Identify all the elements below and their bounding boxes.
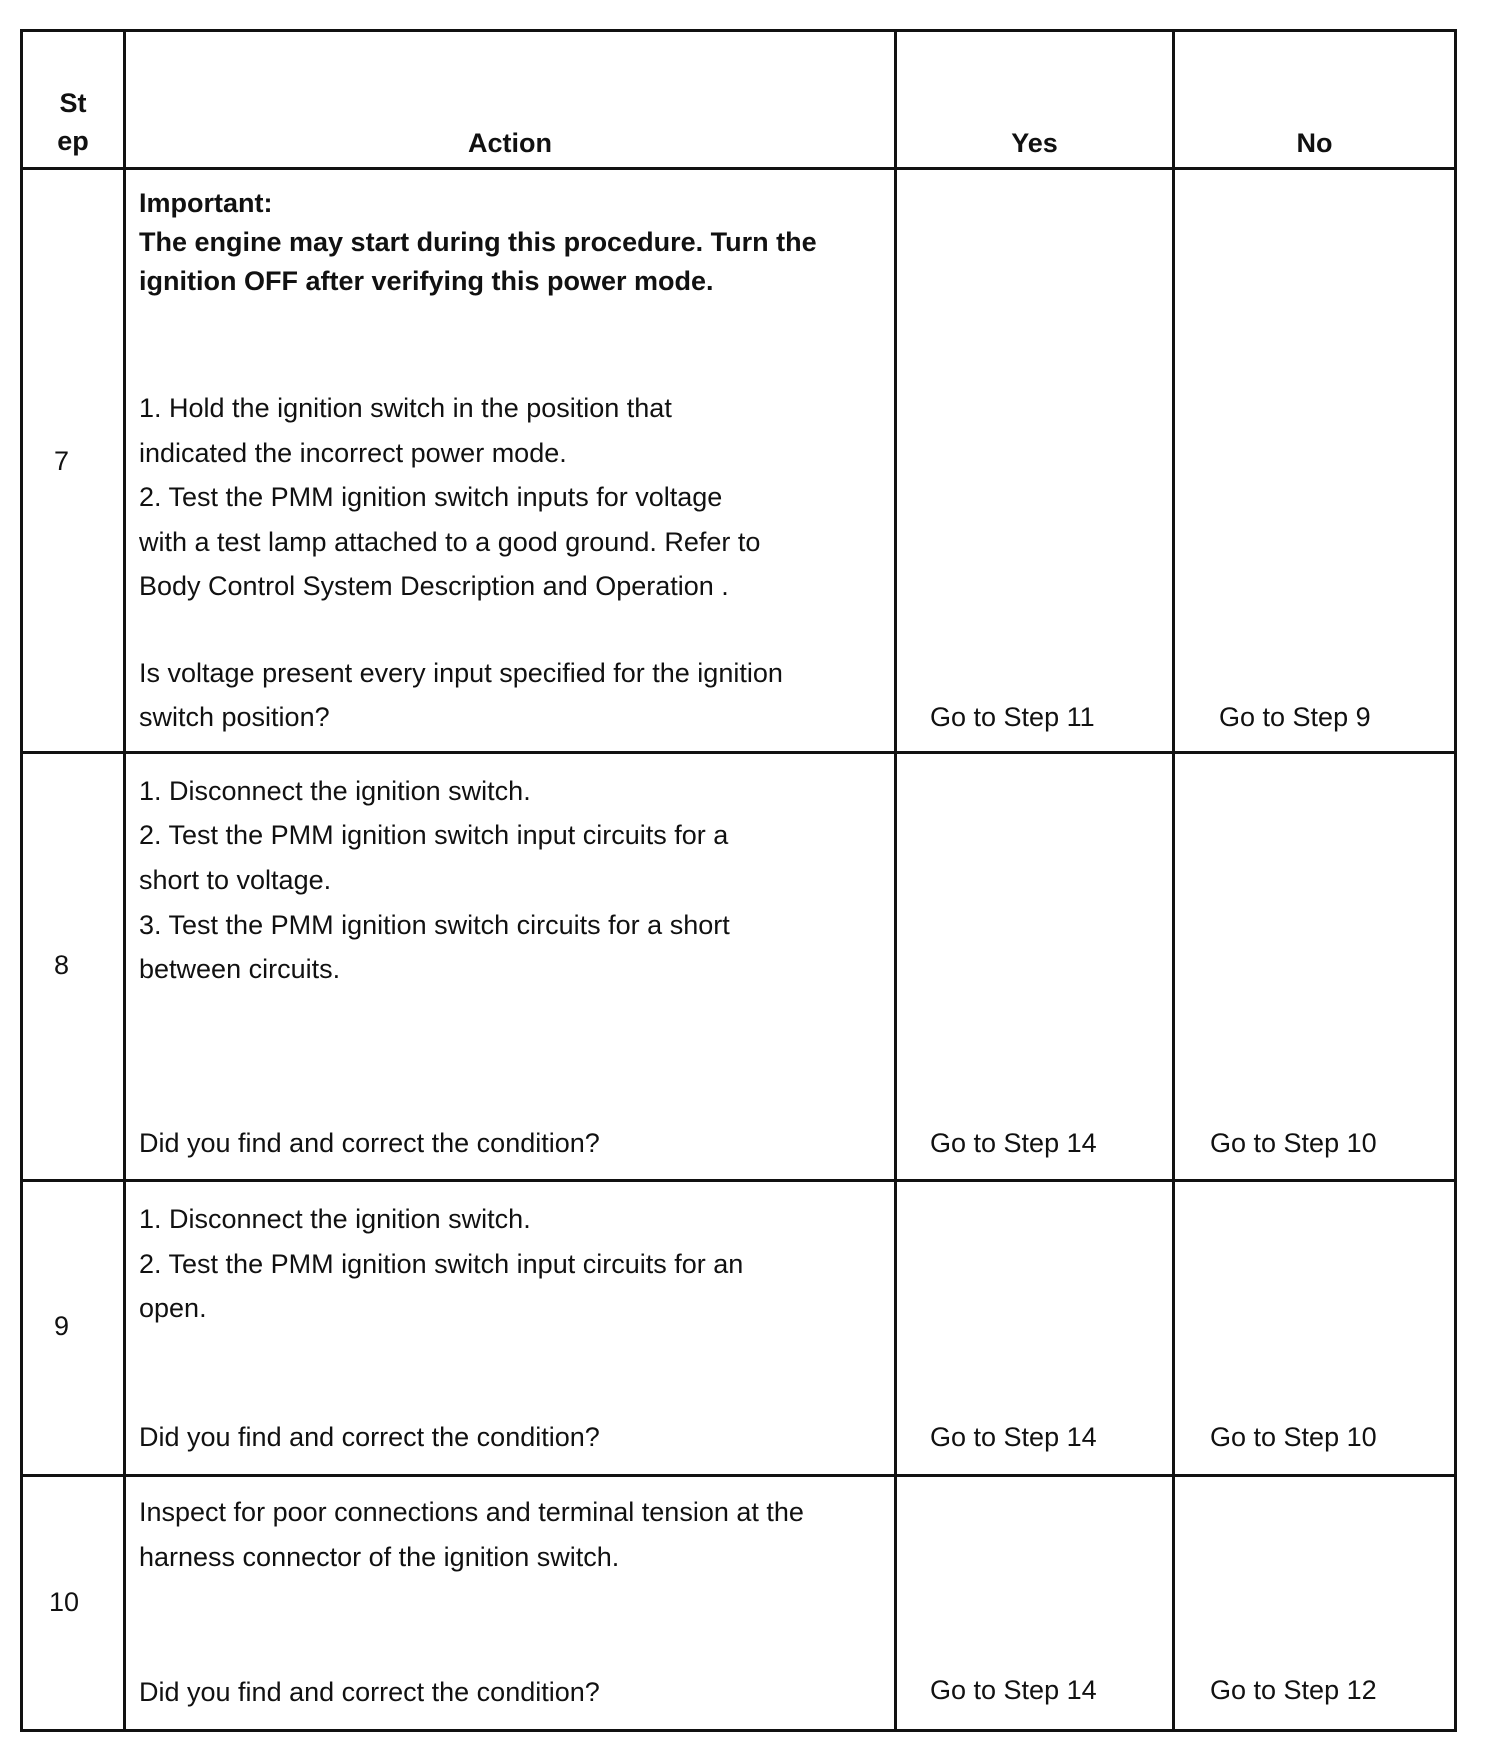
action-text-line: 1. Disconnect the ignition switch.: [139, 1204, 531, 1234]
action-text-line: with a test lamp attached to a good ground. Refer to: [139, 527, 761, 557]
header-step: [23, 84, 123, 160]
action-text-line: 1. Disconnect the ignition switch.: [139, 776, 531, 806]
question-text: Did you find and correct the condition?: [139, 1677, 600, 1707]
header-step-line1: St: [59, 88, 87, 118]
step-number: 9: [54, 1311, 70, 1341]
action-text-line: Inspect for poor connections and terminal tension at the: [139, 1497, 804, 1527]
row-divider-7-8: [20, 751, 1457, 754]
action-text-line: 2. Test the PMM ignition switch input circuits for a: [139, 820, 729, 850]
header-divider: [20, 167, 1457, 170]
header-step-line2: ep: [57, 126, 89, 156]
header-yes: Yes: [1011, 128, 1058, 158]
question-text: Did you find and correct the condition?: [139, 1128, 600, 1158]
header-no: No: [1296, 128, 1333, 158]
row-divider-8-9: [20, 1179, 1457, 1182]
action-text-line: 1. Hold the ignition switch in the position that: [139, 393, 672, 423]
important-label: Important:: [139, 188, 273, 218]
action-text-line: 2. Test the PMM ignition switch input circuits for an: [139, 1249, 744, 1279]
important-text: The engine may start during this procedure. Turn the: [139, 227, 817, 257]
yes-result: Go to Step 14: [930, 1128, 1097, 1158]
no-result: Go to Step 10: [1210, 1422, 1377, 1452]
yes-result: Go to Step 14: [930, 1422, 1097, 1452]
no-result: Go to Step 10: [1210, 1128, 1377, 1158]
yes-result: Go to Step 11: [930, 702, 1095, 732]
action-text-line: indicated the incorrect power mode.: [139, 438, 567, 468]
yes-result: Go to Step 14: [930, 1675, 1097, 1705]
table-border-bottom: [20, 1729, 1457, 1732]
important-text: ignition OFF after verifying this power mode.: [139, 266, 714, 296]
action-text-line: short to voltage.: [139, 865, 332, 895]
step-number: 10: [49, 1587, 80, 1617]
question-text: Is voltage present every input specified for the ignition: [139, 658, 783, 688]
step-number: 7: [54, 446, 70, 476]
table-border-top: [20, 29, 1457, 32]
no-result: Go to Step 9: [1219, 702, 1371, 732]
action-text-line: Body Control System Description and Operation .: [139, 571, 729, 601]
question-text: Did you find and correct the condition?: [139, 1422, 600, 1452]
action-text-line: 2. Test the PMM ignition switch inputs for voltage: [139, 482, 723, 512]
header-action: Action: [468, 128, 552, 158]
step-number: 8: [54, 950, 70, 980]
action-text-line: 3. Test the PMM ignition switch circuits for a short: [139, 910, 730, 940]
no-result: Go to Step 12: [1210, 1675, 1377, 1705]
action-text-line: open.: [139, 1293, 207, 1323]
action-text-line: harness connector of the ignition switch.: [139, 1542, 620, 1572]
action-text-line: between circuits.: [139, 954, 341, 984]
question-text: switch position?: [139, 702, 330, 732]
row-divider-9-10: [20, 1474, 1457, 1477]
